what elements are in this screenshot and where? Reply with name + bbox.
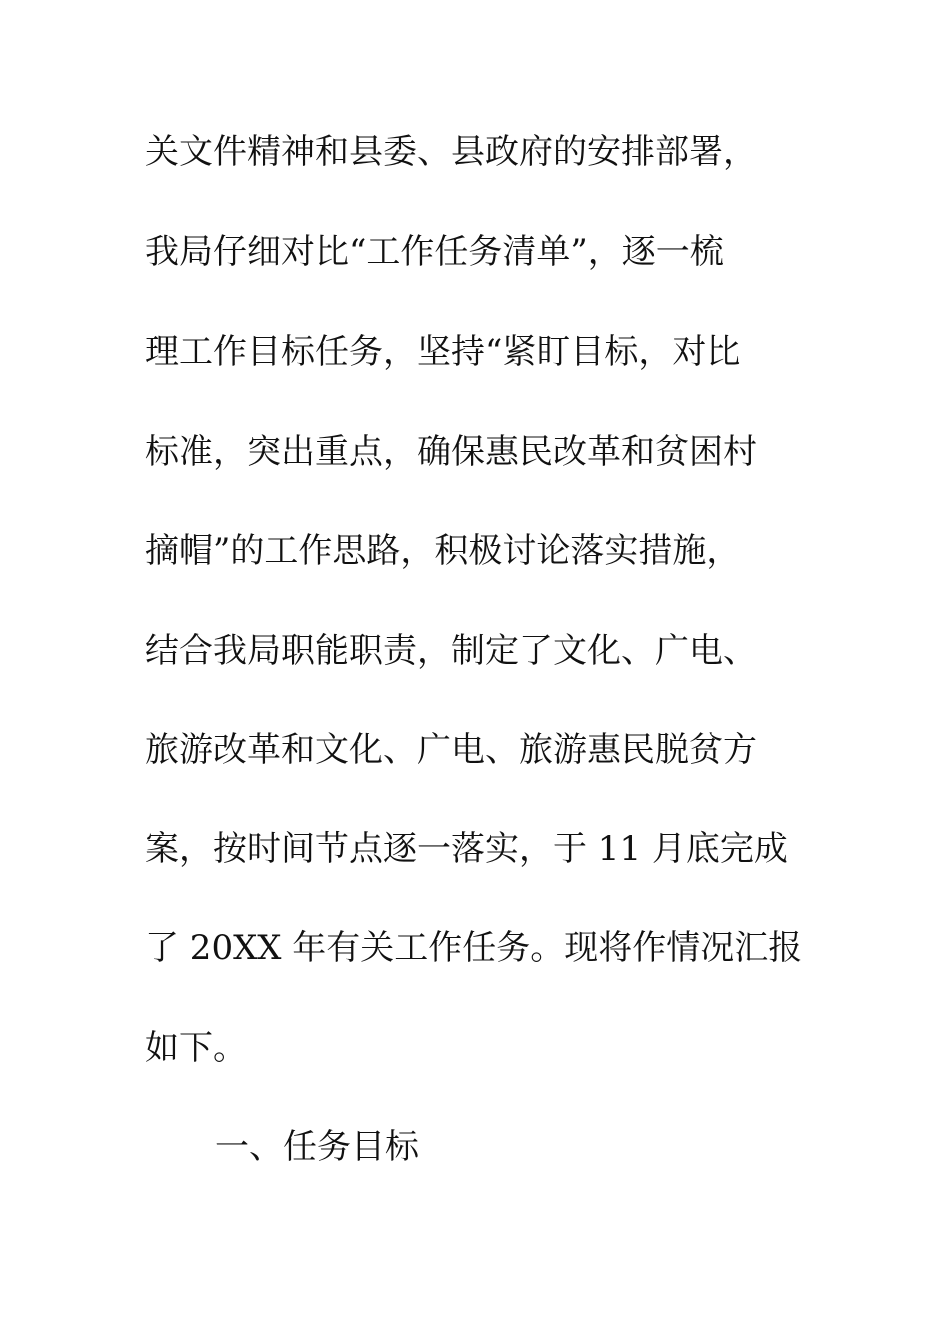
- body-text-line-4: 标准，突出重点，确保惠民改革和贫困村: [145, 432, 757, 472]
- body-text-line-2: 我局仔细对比“工作任务清单”，逐一梳: [145, 232, 724, 272]
- body-text-line-7: 旅游改革和文化、广电、旅游惠民脱贫方: [145, 730, 757, 770]
- body-text-line-10: 如下。: [145, 1028, 247, 1068]
- body-text-line-6: 结合我局职能职责，制定了文化、广电、: [145, 631, 757, 671]
- section-heading: 一、任务目标: [215, 1127, 419, 1167]
- body-text-line-3: 理工作目标任务，坚持“紧盯目标，对比: [145, 332, 741, 372]
- body-text-line-9: 了 20XX 年有关工作任务。现将作情况汇报: [145, 928, 803, 968]
- body-text-line-1: 关文件精神和县委、县政府的安排部署，: [145, 132, 757, 172]
- body-text-line-8: 案，按时间节点逐一落实，于 11 月底完成: [145, 829, 788, 869]
- body-text-line-5: 摘帽”的工作思路，积极讨论落实措施，: [145, 531, 741, 571]
